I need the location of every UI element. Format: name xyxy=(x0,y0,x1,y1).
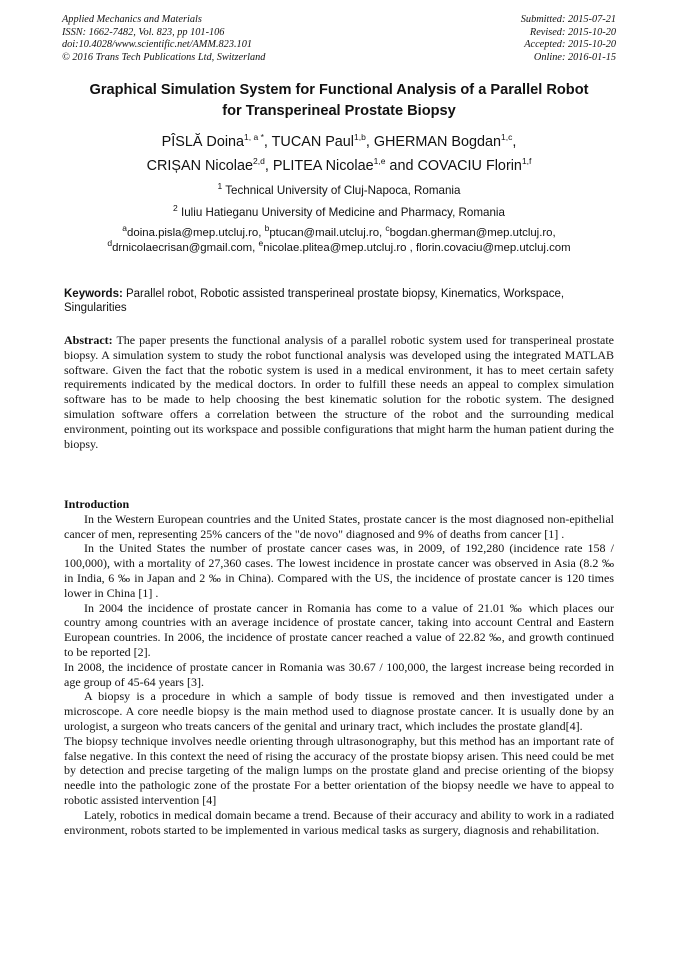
intro-paragraph-3: In 2004 the incidence of prostate cancer in Romania has come to a value of 21.01 ‰ which places our country among countries with an average incidence of prostate cancer, taking into account Central and Eastern European countries. In 2006, the incidence of prostate cancer reached a value of 22.82 ‰, and growth continued to be reported [2]. xyxy=(64,600,614,659)
affiliation-2 xyxy=(40,203,638,219)
email-b[interactable]: ptucan@mail.utcluj.ro, xyxy=(269,227,386,239)
abstract-label: Abstract: xyxy=(64,333,113,347)
author-4: CRIȘAN Nicolae xyxy=(146,158,253,174)
intro-paragraph-1: In the Western European countries and the United States, prostate cancer is the most diagnosed non-epithelial cancer of men, representing 25% cancers of the "de novo" diagnosed and 9% of deaths from cancer [1] . xyxy=(64,511,614,541)
email-a-sup: a xyxy=(122,223,128,234)
affiliation-1-text: Technical University of Cluj-Napoca, Romania xyxy=(222,184,461,197)
author-3-sup: 1,c xyxy=(501,132,513,143)
email-c[interactable]: bogdan.gherman@mep.utcluj.ro, xyxy=(389,227,556,239)
email-e[interactable]: nicolae.plitea@mep.utcluj.ro , florin.covaciu@mep.utcluj.com xyxy=(263,242,571,254)
author-list xyxy=(40,130,638,178)
email-c-sup: c xyxy=(385,223,390,234)
intro-paragraph-6: The biopsy technique involves needle orienting through ultrasonography, but this method has an important rate of false negative. In this context the need of rising the accuracy of the prostate biopsy arisen. This need could be met by detection and precise targeting of the malign lumps on the prostate gland and precise orienting of the biopsy needle into the pathologic zone of the prostate For a better orientation of the biopsy needle we have to appeal to robotic assisted intervention [4] xyxy=(64,733,614,807)
author-separator: , xyxy=(263,134,272,150)
accepted-date: Accepted: 2015-10-20 xyxy=(524,39,616,50)
author-5-sup: 1,e xyxy=(373,156,386,167)
email-d-sup: d xyxy=(107,238,113,249)
affiliation-2-text: Iuliu Hatieganu University of Medicine and Pharmacy, Romania xyxy=(177,206,505,219)
intro-paragraph-4: In 2008, the incidence of prostate cancer in Romania was 30.67 / 100,000, the largest increase being recorded in age group of 45-64 years [3]. xyxy=(64,659,614,689)
issn: ISSN: 1662-7482, Vol. 823, pp 101-106 xyxy=(62,26,225,38)
keywords-text: Parallel robot, Robotic assisted transperineal prostate biopsy, Kinematics, Workspace, Singularities xyxy=(64,288,565,314)
affiliation-1-sup: 1 xyxy=(217,181,223,192)
abstract-text: The paper presents the functional analysis of a parallel robotic system used for transperineal prostate biopsy. A simulation system to study the robot functional analysis was developed using the integrated MATLAB software. Given the fact that the robotic system is used in a medical environment, it has to meet certain safety requirements indicated by the medical doctors. In order to fulfill these needs an appeal to complex simulation software has to be made to help choosing the best kinematic solution for the robotic system. The designed simulation software offers a correlation between the structure of the robot and the surrounding medical environment, pointing out its workspace and possible configurations that might harm the human patient during the biopsy. xyxy=(64,333,614,451)
intro-paragraph-5: A biopsy is a procedure in which a sample of body tissue is removed and then investigated under a microscope. A core needle biopsy is the main method used to diagnose prostate cancer. It is usually done by an urologist, a surgeon who treats cancers of the genital and urinary tract, which includes the prostate gland[4]. xyxy=(64,689,614,733)
title-line-2: for Transperineal Prostate Biopsy xyxy=(222,103,456,119)
author-2: TUCAN Paul xyxy=(271,134,355,150)
author-3: GHERMAN Bogdan xyxy=(373,134,502,150)
keywords xyxy=(64,287,614,315)
header-left xyxy=(62,14,265,64)
paper-title xyxy=(40,80,638,122)
header-right xyxy=(521,14,616,64)
author-4-sup: 2,d xyxy=(252,156,265,167)
email-line-2 xyxy=(40,238,638,256)
author-separator: , xyxy=(365,134,374,150)
author-line-1 xyxy=(40,130,638,154)
author-1-sup: 1, a * xyxy=(244,132,264,143)
author-6: COVACIU Florin xyxy=(417,158,522,174)
email-e-sup: e xyxy=(258,238,264,249)
intro-paragraph-2: In the United States the number of prostate cancer cases was, in 2009, of 192,280 (incidence rate 158 / 100,000), with a mortality of 27,360 cases. The lowest incidence in prostate cancer was observed in Asia (8.2 ‰ in India, 6 ‰ in Japan and 2 ‰ in China). Compared with the US, the incidence of prostate cancer is 120 times lower in China [1] . xyxy=(64,541,614,600)
author-and: and xyxy=(385,158,418,174)
copyright: © 2016 Trans Tech Publications Ltd, Switzerland xyxy=(62,51,266,63)
author-line-2 xyxy=(40,154,638,178)
revised-date: Revised: 2015-10-20 xyxy=(529,26,616,38)
email-b-sup: b xyxy=(264,223,270,234)
online-date: Online: 2016-01-15 xyxy=(533,51,616,63)
email-a[interactable]: doina.pisla@mep.utcluj.ro, xyxy=(127,227,265,239)
author-6-sup: 1,f xyxy=(521,156,532,167)
author-separator: , xyxy=(264,158,273,174)
submitted-date: Submitted: 2015-07-21 xyxy=(520,14,616,25)
doi[interactable]: doi:10.4028/www.scientific.net/AMM.823.101 xyxy=(62,39,252,50)
author-separator: , xyxy=(512,134,517,150)
keywords-label: Keywords: xyxy=(64,288,123,300)
email-line-1 xyxy=(40,223,638,241)
author-2-sup: 1,b xyxy=(354,132,366,143)
author-1: PÎSLĂ Doina xyxy=(161,134,245,150)
introduction-heading: Introduction xyxy=(64,497,130,511)
abstract xyxy=(64,333,614,451)
affiliation-2-sup: 2 xyxy=(173,203,178,214)
author-5: PLITEA Nicolae xyxy=(272,158,374,174)
introduction-section xyxy=(64,497,614,837)
journal-name: Applied Mechanics and Materials xyxy=(62,14,202,25)
email-d[interactable]: drnicolaecrisan@gmail.com, xyxy=(112,242,259,254)
title-line-1: Graphical Simulation System for Functional Analysis of a Parallel Robot xyxy=(89,82,589,98)
affiliation-1 xyxy=(40,181,638,197)
email-list xyxy=(40,223,638,256)
intro-paragraph-7: Lately, robotics in medical domain became a trend. Because of their accuracy and ability to work in a radiated environment, robots started to be implemented in various medical tasks as surgery, diagnosis and rehabilitation. xyxy=(64,807,614,837)
